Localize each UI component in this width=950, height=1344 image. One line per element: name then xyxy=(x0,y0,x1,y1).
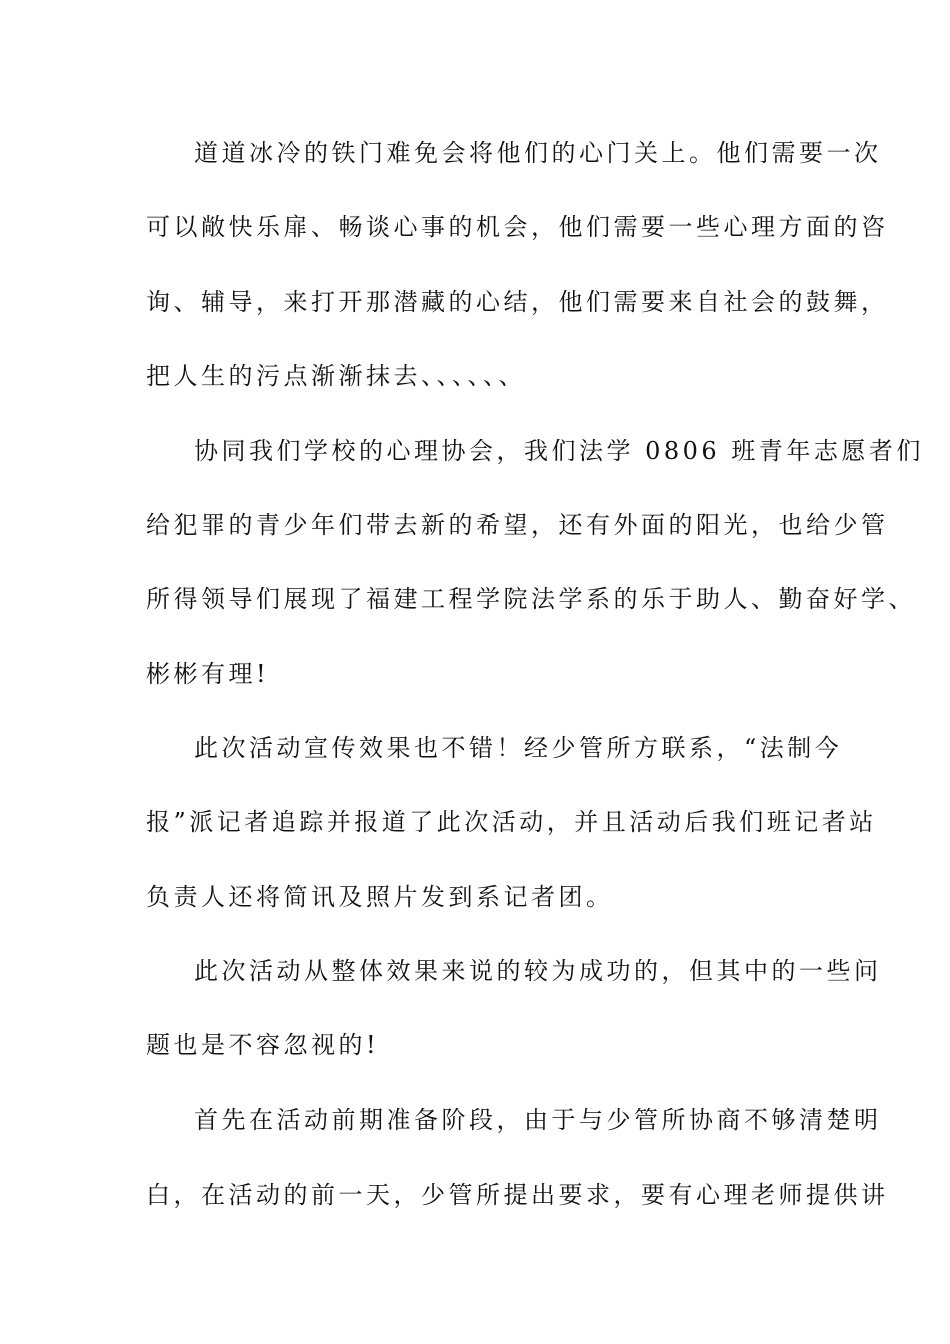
paragraph-line: 给犯罪的青少年们带去新的希望，还有外面的阳光，也给少管 xyxy=(146,511,889,539)
paragraph-line: 彬彬有理! xyxy=(146,660,270,688)
paragraph-line: 把人生的污点渐渐抹去、、、、、、 xyxy=(146,362,526,390)
paragraph-line: 负责人还将简讯及照片发到系记者团。 xyxy=(146,883,614,911)
paragraph-line: 题也是不容忽视的! xyxy=(146,1031,380,1059)
paragraph-line: 询、辅导，来打开那潜藏的心结，他们需要来自社会的鼓舞， xyxy=(146,288,889,316)
paragraph-line: 此次活动宣传效果也不错！经少管所方联系，“法制今 xyxy=(194,734,843,762)
paragraph-line: 道道冰冷的铁门难免会将他们的心门关上。他们需要一次 xyxy=(194,139,882,167)
paragraph-line: 所得领导们展现了福建工程学院法学系的乐于助人、勤奋好学、 xyxy=(146,585,916,613)
paragraph-line: 白，在活动的前一天，少管所提出要求，要有心理老师提供讲 xyxy=(146,1181,889,1209)
paragraph-line: 可以敞快乐扉、畅谈心事的机会，他们需要一些心理方面的咨 xyxy=(146,213,889,241)
paragraph-line: 报”派记者追踪并报道了此次活动，并且活动后我们班记者站 xyxy=(146,808,877,836)
paragraph-line: 首先在活动前期准备阶段，由于与少管所协商不够清楚明 xyxy=(194,1106,882,1134)
paragraph-line: 协同我们学校的心理协会，我们法学 0806 班青年志愿者们 xyxy=(194,437,924,465)
paragraph-line: 此次活动从整体效果来说的较为成功的，但其中的一些问 xyxy=(194,957,882,985)
